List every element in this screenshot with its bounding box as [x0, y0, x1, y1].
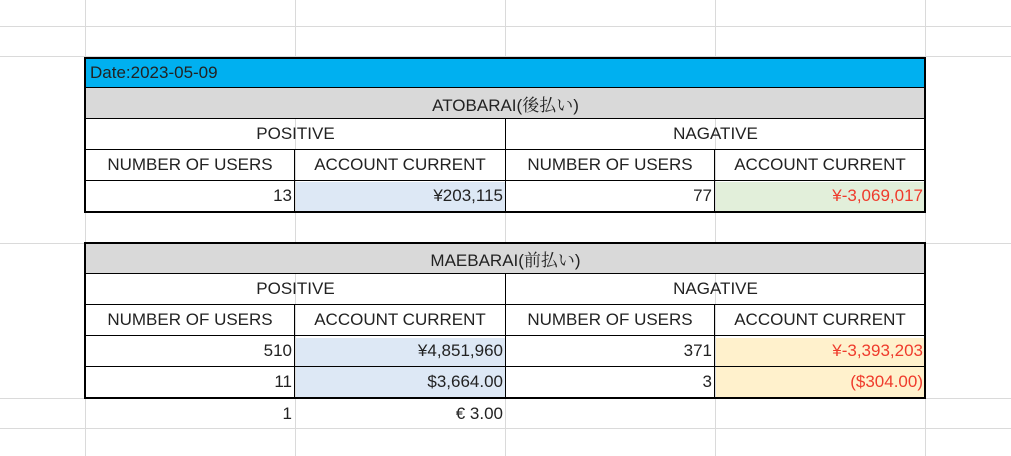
- atobarai-pos-account[interactable]: ¥203,115: [433, 186, 503, 205]
- maebarai-pos-account-header[interactable]: ACCOUNT CURRENT: [314, 310, 486, 329]
- atobarai-neg-users[interactable]: 77: [693, 186, 712, 205]
- maebarai-positive-header[interactable]: POSITIVE: [256, 279, 335, 298]
- atobarai-title[interactable]: ATOBARAI(後払い): [432, 95, 579, 115]
- maebarai-pos-account-jpy[interactable]: ¥4,851,960: [417, 341, 503, 360]
- maebarai-extra-users[interactable]: 1: [282, 403, 292, 423]
- maebarai-neg-account-jpy[interactable]: ¥-3,393,203: [832, 341, 923, 360]
- atobarai-pos-account-header[interactable]: ACCOUNT CURRENT: [314, 155, 486, 174]
- maebarai-negative-header[interactable]: NAGATIVE: [673, 279, 758, 298]
- atobarai-neg-account-header[interactable]: ACCOUNT CURRENT: [734, 155, 906, 174]
- maebarai-pos-users-header[interactable]: NUMBER OF USERS: [107, 310, 273, 329]
- maebarai-pos-users-jpy[interactable]: 510: [263, 341, 292, 360]
- atobarai-positive-header[interactable]: POSITIVE: [256, 124, 335, 143]
- atobarai-pos-users[interactable]: 13: [273, 186, 292, 205]
- atobarai-negative-header[interactable]: NAGATIVE: [673, 124, 758, 143]
- atobarai-neg-users-header[interactable]: NUMBER OF USERS: [527, 155, 693, 174]
- date-cell[interactable]: Date:2023-05-09: [90, 63, 218, 82]
- maebarai-neg-users-jpy[interactable]: 371: [683, 341, 712, 360]
- maebarai-extra-account[interactable]: € 3.00: [455, 403, 503, 423]
- maebarai-title[interactable]: MAEBARAI(前払い): [430, 251, 581, 270]
- maebarai-neg-account-usd[interactable]: ($304.00): [850, 372, 923, 391]
- maebarai-neg-users-header[interactable]: NUMBER OF USERS: [527, 310, 693, 329]
- maebarai-pos-users-usd[interactable]: 11: [274, 372, 292, 391]
- maebarai-neg-users-usd[interactable]: 3: [702, 372, 712, 391]
- atobarai-pos-users-header[interactable]: NUMBER OF USERS: [107, 155, 273, 174]
- maebarai-pos-account-usd[interactable]: $3,664.00: [427, 372, 503, 391]
- atobarai-neg-account[interactable]: ¥-3,069,017: [832, 186, 923, 205]
- maebarai-neg-account-header[interactable]: ACCOUNT CURRENT: [734, 310, 906, 329]
